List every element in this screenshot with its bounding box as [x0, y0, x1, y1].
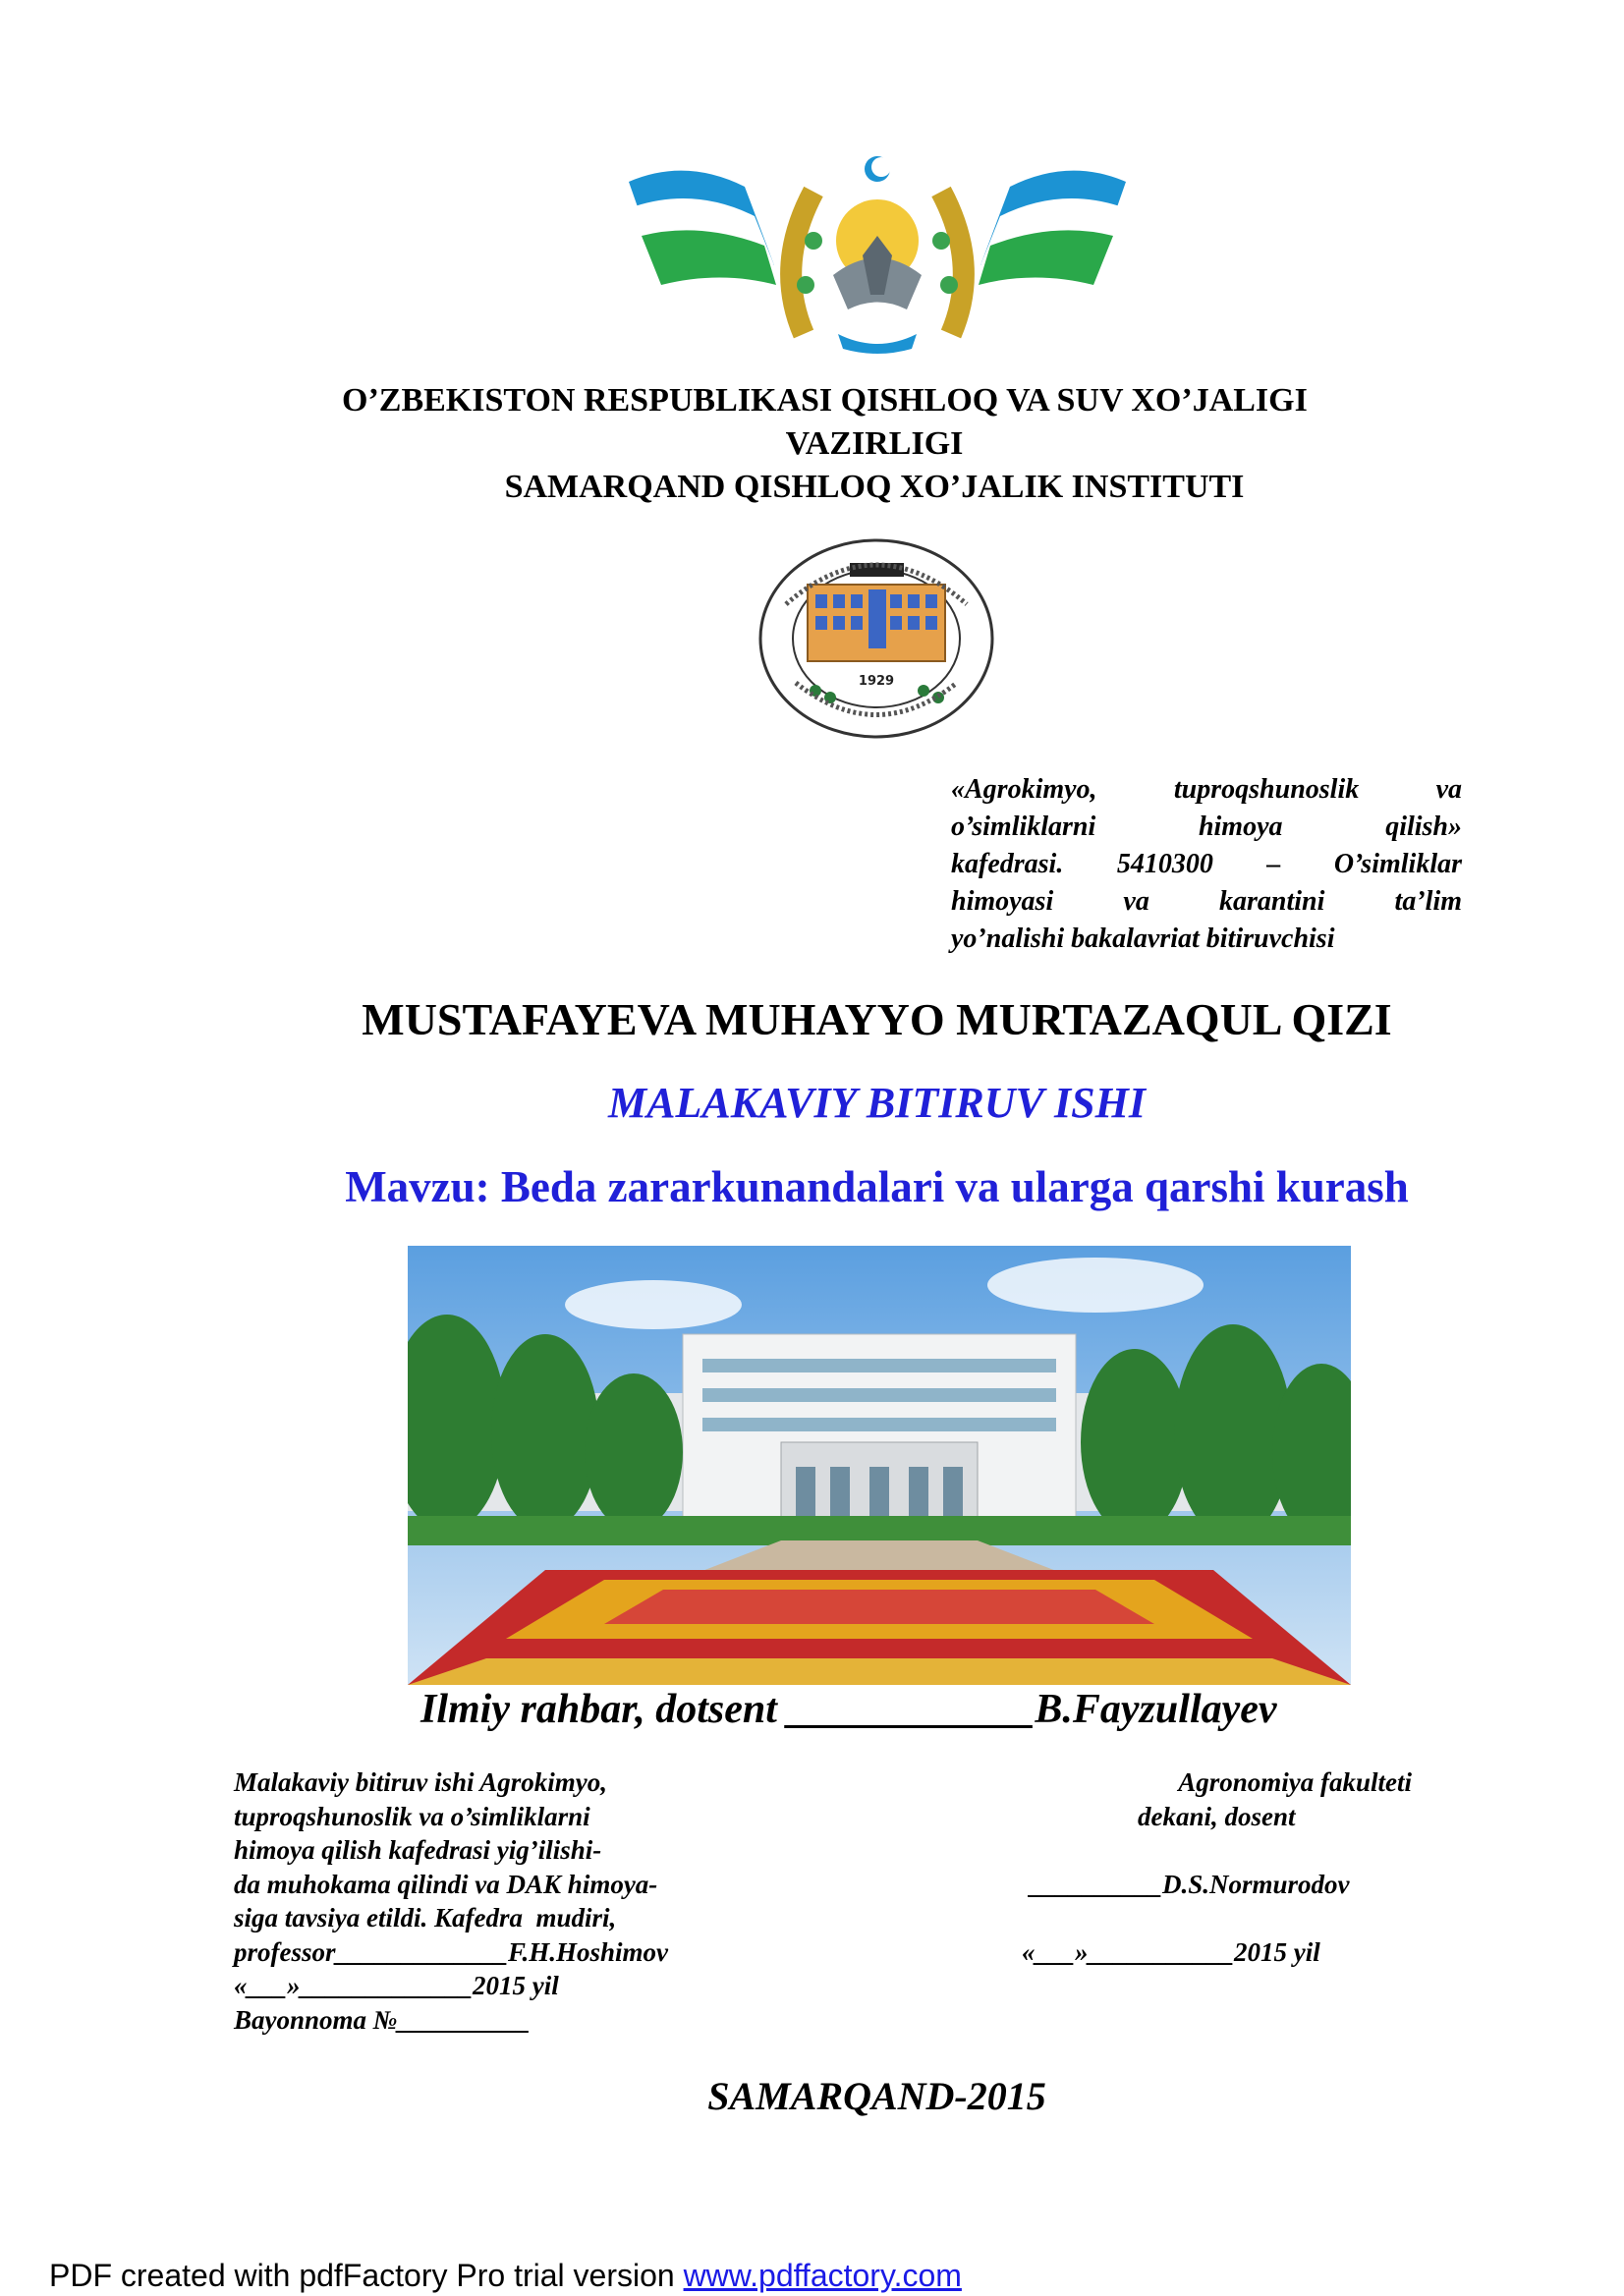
work-type-title: MALAKAVIY BITIRUV ISHI: [608, 1079, 1146, 1127]
approval-line: «___»_____________2015 yil: [234, 1971, 559, 2000]
state-emblem: [627, 147, 1128, 359]
pdf-footer: [49, 2256, 962, 2295]
approval-line: Bayonnoma №__________: [234, 2004, 531, 2035]
footer-text: PDF created with pdfFactory Pro trial version: [49, 2258, 684, 2293]
institute-building-photo: [408, 1246, 1351, 1685]
seal-year: 1929: [858, 674, 895, 689]
dean-line: [1022, 1901, 1434, 1935]
advisor-label: Ilmiy rahbar, dotsent: [420, 1687, 777, 1732]
footer-link[interactable]: www.pdffactory.com: [683, 2258, 962, 2293]
approval-line: professor_____________F.H.Hoshimov: [234, 1936, 669, 1967]
city-year: SAMARQAND-2015: [707, 2074, 1046, 2118]
department-approval-block: [234, 1765, 668, 2037]
approval-line: siga tavsiya etildi. Kafedra mudiri,: [234, 1903, 617, 1932]
ministry-title-line1: O’ZBEKISTON RESPUBLIKASI QISHLOQ VA SUV XO’JALIGI: [342, 382, 1308, 419]
approval-line: da muhokama qilindi va DAK himoya-: [234, 1869, 658, 1899]
ministry-title-line2: VAZIRLIGI: [785, 425, 964, 462]
department-block: [951, 771, 1462, 958]
department-line: «Agrokimyo, tuproqshunoslik va: [951, 774, 1462, 805]
scientific-advisor-line: [420, 1682, 1277, 1737]
dean-approval-block: [1022, 1765, 1434, 1969]
advisor-signature-blank: ____________: [787, 1687, 1036, 1732]
department-line: kafedrasi. 5410300 – O’simliklar: [951, 849, 1462, 879]
department-line: himoyasi va karantini ta’lim: [951, 886, 1462, 917]
department-line: yo’nalishi bakalavriat bitiruvchisi: [951, 924, 1335, 954]
approval-line: tuproqshunoslik va o’simliklarni: [234, 1801, 590, 1831]
institute-title: SAMARQAND QISHLOQ XO’JALIK INSTITUTI: [504, 469, 1245, 505]
dean-line: [1022, 1833, 1434, 1868]
advisor-name: B.Fayzullayev: [1035, 1687, 1277, 1732]
dean-line: Agronomiya fakulteti: [1159, 1767, 1413, 1797]
approval-line: Malakaviy bitiruv ishi Agrokimyo,: [234, 1767, 608, 1797]
approval-line: himoya qilish kafedrasi yig’ilishi-: [234, 1835, 602, 1865]
student-name: MUSTAFAYEVA MUHAYYO MURTAZAQUL QIZI: [362, 994, 1392, 1044]
department-line: o’simliklarni himoya qilish»: [951, 812, 1462, 842]
topic-title: Mavzu: Beda zararkunandalari va ularga qarshi kurash: [345, 1162, 1409, 1211]
dean-line: __________D.S.Normurodov: [1030, 1869, 1350, 1899]
dean-line: dekani, dosent: [1138, 1801, 1296, 1831]
institute-seal: [756, 535, 997, 742]
dean-line: «___»___________2015 yil: [1022, 1936, 1320, 1967]
